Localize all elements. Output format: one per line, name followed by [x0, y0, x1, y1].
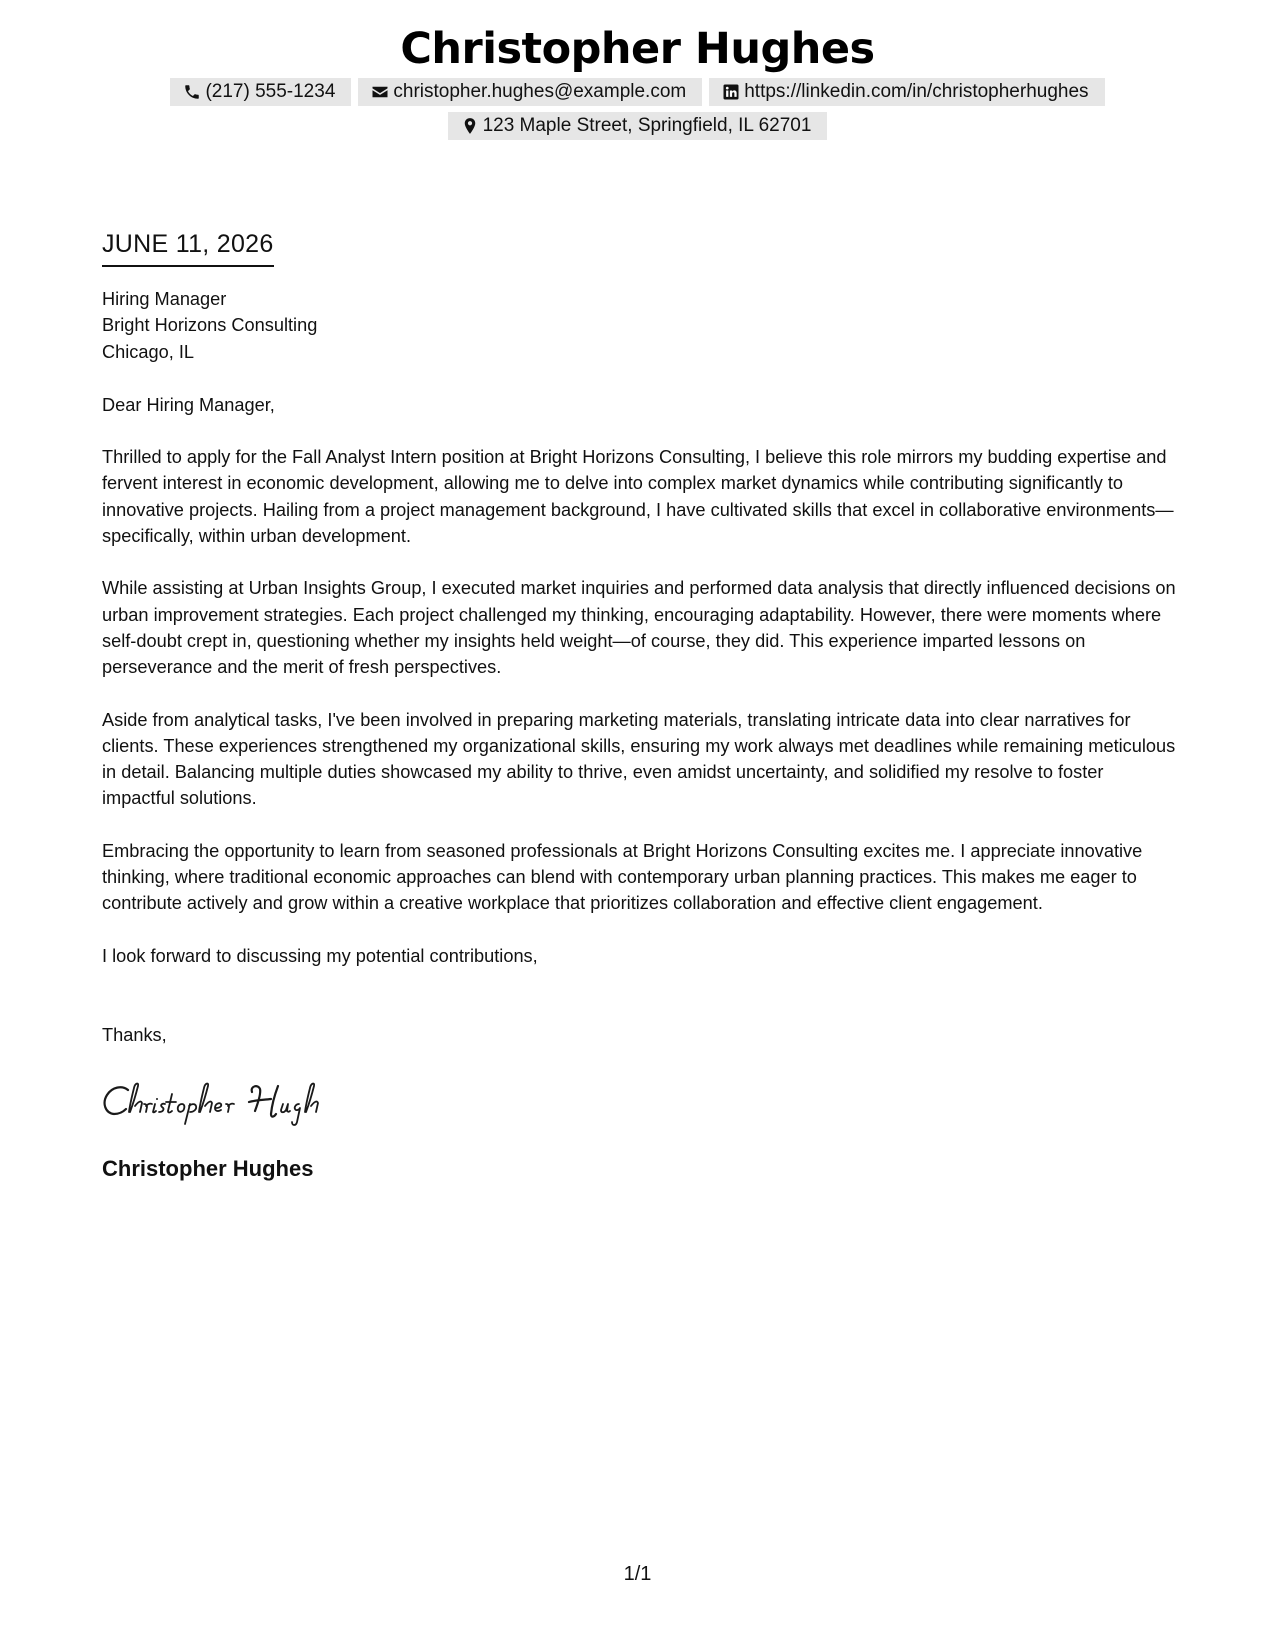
- recipient-block: [102, 286, 1177, 365]
- contact-linkedin[interactable]: [709, 78, 1104, 106]
- contact-phone[interactable]: [170, 78, 351, 106]
- recipient-company: Bright Horizons Consulting: [102, 315, 318, 336]
- recipient-title: Hiring Manager: [102, 289, 227, 309]
- recipient-location: Chicago, IL: [102, 341, 195, 362]
- linkedin-icon: [721, 82, 741, 102]
- letter-header: [0, 20, 1275, 140]
- closing-line: I look forward to discussing my potential contributions,: [102, 945, 538, 966]
- contact-row-secondary: [0, 112, 1275, 140]
- salutation: Dear Hiring Manager,: [102, 394, 275, 415]
- contact-linkedin-text: https://linkedin.com/in/christopherhughes: [744, 81, 1089, 102]
- signoff: Thanks,: [102, 1024, 167, 1045]
- contact-row-primary: [0, 78, 1275, 106]
- body-paragraph: Aside from analytical tasks, I've been involved in preparing marketing materials, translating intricate data into clear narratives for clients. These experiences strengthened my organizational skills, ensuring my work always met deadlines while remaining meticulous in detail. Balancing multiple duties showcased my ability to thrive, even amidst uncertainty, and solidified my resolve to foster impactful solutions.: [102, 709, 1176, 809]
- envelope-icon: [370, 82, 390, 102]
- applicant-name: Christopher Hughes: [400, 24, 875, 74]
- contact-address-text: 123 Maple Street, Springfield, IL 62701: [482, 115, 812, 136]
- contact-email-text: christopher.hughes@example.com: [393, 81, 687, 102]
- handwritten-signature: [102, 1074, 372, 1134]
- map-marker-icon: [460, 116, 480, 136]
- body-paragraph: While assisting at Urban Insights Group, I executed market inquiries and performed data analysis that directly influenced decisions on urban improvement strategies. Each project challenged my thinking, encouraging adaptability. However, there were moments where self-doubt crept in, questioning whether my insights held weight—of course, they did. This experience imparted lessons on perseverance and the merit of fresh perspectives.: [102, 578, 1176, 678]
- signer-name: Christopher Hughes: [102, 1156, 314, 1182]
- contact-address: [448, 112, 828, 140]
- body-paragraph: Embracing the opportunity to learn from seasoned professionals at Bright Horizons Consulting excites me. I appreciate innovative thinking, where traditional economic approaches can blend with contemporary urban planning practices. This makes me eager to contribute actively and grow within a creative workplace that prioritizes collaboration and effective client engagement.: [102, 840, 1143, 914]
- signature-image: [102, 1074, 372, 1134]
- contact-phone-text: (217) 555-1234: [205, 81, 336, 102]
- letter-date: JUNE 11, 2026: [102, 224, 274, 267]
- page-number: 1/1: [623, 1563, 652, 1585]
- contact-email[interactable]: [358, 78, 702, 106]
- body-paragraph: Thrilled to apply for the Fall Analyst Intern position at Bright Horizons Consulting, I believe this role mirrors my budding expertise and fervent interest in economic development, allowing me to delve into complex market dynamics while contributing significantly to innovative projects. Hailing from a project management background, I have cultivated skills that excel in collaborative environments—specifically, within urban development.: [102, 447, 1174, 547]
- letter-body: [102, 224, 1177, 1184]
- phone-icon: [182, 82, 202, 102]
